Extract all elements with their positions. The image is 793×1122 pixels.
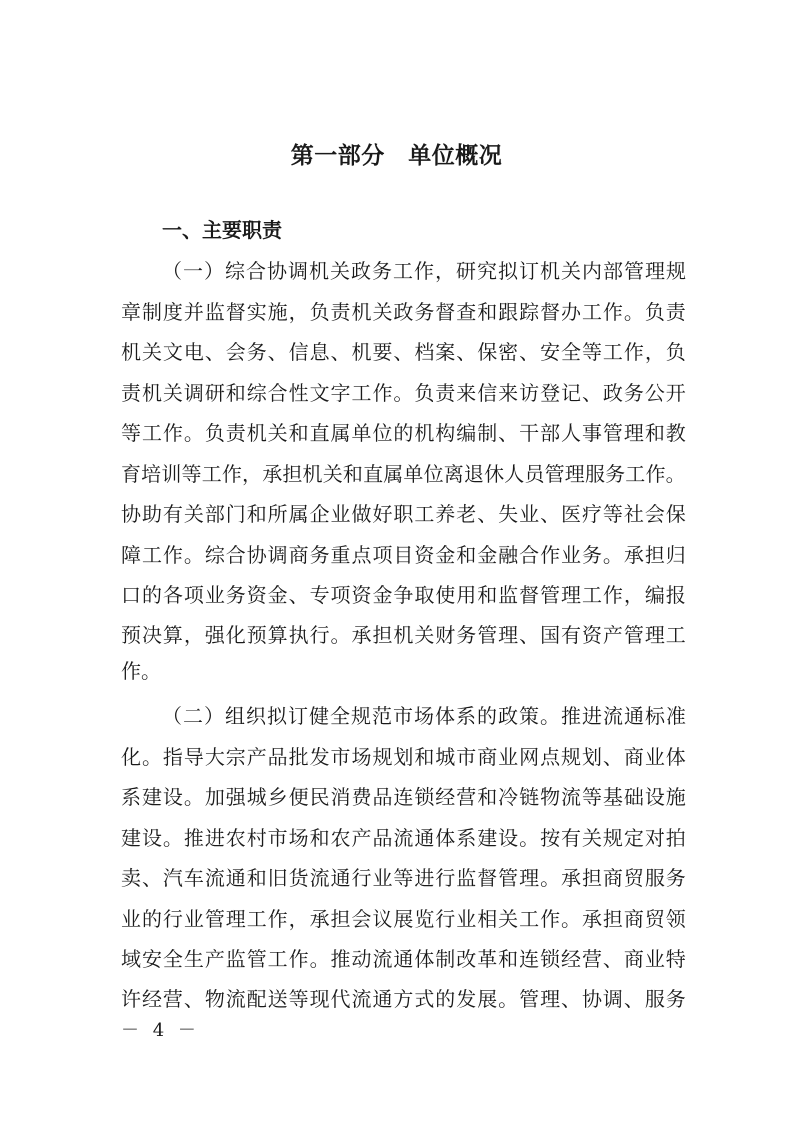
text-line: 化 。 指 导 大 宗 产 品 批 发 市 场 规 划 和 城 市 商 业 网 点 规 划 、 商 业 体	[121, 745, 686, 769]
text-line: 障 工 作 。 综 合 协 调 商 务 重 点 项 目 资 金 和 金 融 合 作 业 务 。 承 担 归	[121, 543, 686, 567]
text-line: 业 的 行 业 管 理 工 作 ， 承 担 会 议 展 览 行 业 相 关 工 作 。 承 担 商 贸 领	[121, 907, 686, 931]
text-line: 系 建 设 。 加 强 城 乡 便 民 消 费 品 连 锁 经 营 和 冷 链 物 流 等 基 础 设 施	[121, 785, 686, 809]
section-heading: 一、主要职责	[162, 218, 282, 242]
page-number: － 4 －	[121, 1020, 200, 1041]
text-line: （ 一 ） 综 合 协 调 机 关 政 务 工 作 ， 研 究 拟 订 机 关 内 部 管 理 规	[162, 259, 686, 283]
text-line: 域 安 全 生 产 监 管 工 作 。 推 动 流 通 体 制 改 革 和 连 锁 经 营 、 商 业 特	[121, 947, 686, 971]
text-line: 育 培 训 等 工 作 ， 承 担 机 关 和 直 属 单 位 离 退 休 人 员 管 理 服 务 工 作 。	[121, 462, 686, 486]
text-line: 口 的 各 项 业 务 资 金 、 专 项 资 金 争 取 使 用 和 监 督 管 理 工 作 ， 编 报	[121, 583, 686, 607]
text-line: 等 工 作 。 负 责 机 关 和 直 属 单 位 的 机 构 编 制 、 干 部 人 事 管 理 和 教	[121, 421, 686, 445]
text-line: 章 制 度 并 监 督 实 施 ， 负 责 机 关 政 务 督 查 和 跟 踪 督 办 工 作 。 负 责	[121, 300, 686, 324]
text-line: 协 助 有 关 部 门 和 所 属 企 业 做 好 职 工 养 老 、 失 业 、 医 疗 等 社 会 保	[121, 502, 686, 526]
text-line: （ 二 ） 组 织 拟 订 健 全 规 范 市 场 体 系 的 政 策 。 推 进 流 通 标 准	[162, 704, 686, 728]
text-line: 责 机 关 调 研 和 综 合 性 文 字 工 作 。 负 责 来 信 来 访 登 记 、 政 务 公 开	[121, 381, 686, 405]
text-line: 预 决 算 ， 强 化 预 算 执 行 。 承 担 机 关 财 务 管 理 、 国 有 资 产 管 理 工	[121, 623, 686, 647]
page-title: 第一部分 单位概况	[290, 143, 503, 169]
text-line: 机 关 文 电 、 会 务 、 信 息 、 机 要 、 档 案 、 保 密 、 安 全 等 工 作 ， 负	[121, 340, 686, 364]
text-line: 作。	[121, 659, 161, 683]
text-line: 卖 、 汽 车 流 通 和 旧 货 流 通 行 业 等 进 行 监 督 管 理 。 承 担 商 贸 服 务	[121, 866, 686, 890]
text-line: 建 设 。 推 进 农 村 市 场 和 农 产 品 流 通 体 系 建 设 。 按 有 关 规 定 对 拍	[121, 826, 686, 850]
text-line: 许 经 营 、 物 流 配 送 等 现 代 流 通 方 式 的 发 展 。 管 理 、 协 调 、 服 务	[121, 987, 686, 1011]
